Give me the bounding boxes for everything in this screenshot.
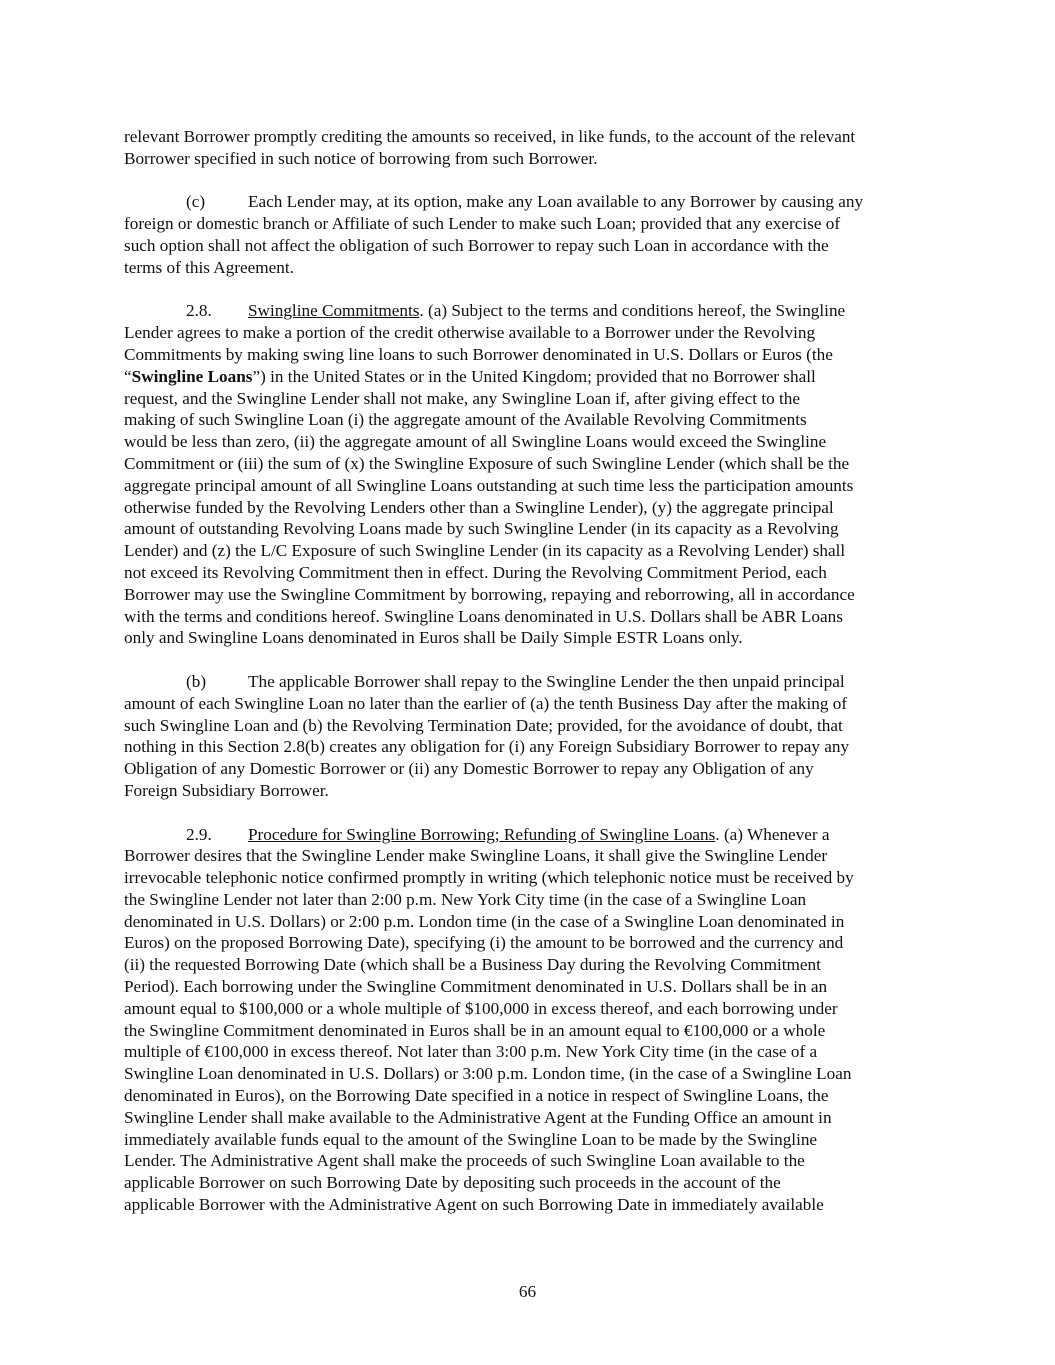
text-line: Lender) and (z) the L/C Exposure of such Swingline Lender (in its capacity as a Revolving Lender) shall: [124, 541, 846, 561]
text-line: otherwise funded by the Revolving Lenders other than a Swingline Lender), (y) the aggregate principal: [124, 497, 834, 517]
text-line: making of such Swingline Loan (i) the aggregate amount of the Available Revolving Commitments: [124, 410, 807, 430]
text-line: Lender agrees to make a portion of the credit otherwise available to a Borrower under the Revolving: [124, 323, 816, 343]
text-run: . (a) Whenever a: [715, 824, 830, 844]
text-line: denominated in Euros), on the Borrowing Date specified in a notice in respect of Swingline Loans, the: [124, 1086, 829, 1106]
section-title: Swingline Commitments: [248, 301, 420, 321]
text-line: amount of each Swingline Loan no later than the earlier of (a) the tenth Business Day after the making of: [124, 693, 848, 713]
text-line: Commitment or (iii) the sum of (x) the Swingline Exposure of such Swingline Lender (which shall be the: [124, 453, 850, 473]
text-line: Lender. The Administrative Agent shall make the proceeds of such Swingline Loan available to the: [124, 1151, 805, 1171]
text-line: such Swingline Loan and (b) the Revolving Termination Date; provided, for the avoidance of doubt, that: [124, 715, 843, 735]
defined-term: Swingline Loans: [131, 366, 253, 386]
quote-mark: “: [124, 366, 132, 386]
text-line: nothing in this Section 2.8(b) creates any obligation for (i) any Foreign Subsidiary Borrower to repay any: [124, 737, 850, 757]
text-line: Foreign Subsidiary Borrower.: [124, 780, 329, 800]
text-line: Borrower may use the Swingline Commitment by borrowing, repaying and reborrowing, all in accordance: [124, 584, 855, 604]
paragraph-continuation: [124, 126, 944, 170]
text-line: such option shall not affect the obligation of such Borrower to repay such Loan in accordance with the: [124, 235, 829, 255]
text-line: denominated in U.S. Dollars) or 2:00 p.m. London time (in the case of a Swingline Loan denominated in: [124, 911, 845, 931]
paragraph-2-7-c: [124, 191, 944, 278]
text-line: applicable Borrower on such Borrowing Date by depositing such proceeds in the account of the: [124, 1173, 781, 1193]
text-line: amount equal to $100,000 or a whole multiple of $100,000 in excess thereof, and each borrowing under: [124, 998, 838, 1018]
text-line: amount of outstanding Revolving Loans made by such Swingline Lender (in its capacity as a Revolving: [124, 519, 839, 539]
text-run: ”) in the United States or in the United Kingdom; provided that no Borrower shall: [252, 366, 816, 386]
text-line: relevant Borrower promptly crediting the amounts so received, in like funds, to the account of the relevant: [124, 127, 856, 146]
paragraph-2-8-b: [124, 671, 944, 802]
text-line: Swingline Loan denominated in U.S. Dollars) or 3:00 p.m. London time, (in the case of a Swingline Loan: [124, 1064, 852, 1084]
text-line: the Swingline Commitment denominated in Euros shall be in an amount equal to €100,000 or a whole: [124, 1020, 826, 1040]
text-line: irrevocable telephonic notice confirmed promptly in writing (which telephonic notice must be received by: [124, 868, 854, 888]
text-line: Period). Each borrowing under the Swingline Commitment denominated in U.S. Dollars shall be in an: [124, 977, 828, 997]
section-2-9: [124, 824, 944, 1216]
clause-label: (c): [186, 192, 206, 212]
text-line: would be less than zero, (ii) the aggregate amount of all Swingline Loans would exceed the Swingline: [124, 432, 827, 452]
text-line: Swingline Lender shall make available to the Administrative Agent at the Funding Office an amount in: [124, 1107, 832, 1127]
page-number: 66: [518, 1282, 537, 1301]
text-line: not exceed its Revolving Commitment then in effect. During the Revolving Commitment Period, each: [124, 562, 827, 582]
section-2-8: [124, 300, 944, 649]
text-line: applicable Borrower with the Administrative Agent on such Borrowing Date in immediately available: [124, 1195, 824, 1215]
text-line: immediately available funds equal to the amount of the Swingline Loan to be made by the Swingline: [124, 1129, 818, 1149]
text-line: Borrower specified in such notice of borrowing from such Borrower.: [124, 148, 598, 168]
text-line: Obligation of any Domestic Borrower or (ii) any Domestic Borrower to repay any Obligation of any: [124, 759, 814, 779]
document-page: [124, 126, 944, 1216]
section-number: 2.9.: [186, 824, 212, 844]
text-line: (ii) the requested Borrowing Date (which shall be a Business Day during the Revolving Commitment: [124, 955, 821, 975]
text-line: The applicable Borrower shall repay to the Swingline Lender the then unpaid principal: [248, 671, 845, 691]
text-line: foreign or domestic branch or Affiliate of such Lender to make such Loan; provided that any exercise of: [124, 214, 841, 234]
section-number: 2.8.: [186, 301, 212, 321]
text-line: only and Swingline Loans denominated in Euros shall be Daily Simple ESTR Loans only.: [124, 628, 743, 648]
text-line: Euros) on the proposed Borrowing Date), specifying (i) the amount to be borrowed and the currency and: [124, 933, 844, 953]
text-line: request, and the Swingline Lender shall not make, any Swingline Loan if, after giving effect to the: [124, 388, 801, 408]
text-line: terms of this Agreement.: [124, 257, 294, 277]
text-run: . (a) Subject to the terms and conditions hereof, the Swingline: [419, 301, 846, 321]
text-line: Commitments by making swing line loans to such Borrower denominated in U.S. Dollars or Euros (the: [124, 344, 833, 364]
text-line: the Swingline Lender not later than 2:00 p.m. New York City time (in the case of a Swingline Loan: [124, 889, 807, 909]
text-line: Borrower desires that the Swingline Lender make Swingline Loans, it shall give the Swingline Lender: [124, 846, 828, 866]
text-line: multiple of €100,000 in excess thereof. Not later than 3:00 p.m. New York City time (in the case of a: [124, 1042, 818, 1062]
section-title: Procedure for Swingline Borrowing; Refunding of Swingline Loans: [248, 824, 716, 844]
text-line: Each Lender may, at its option, make any Loan available to any Borrower by causing any: [248, 192, 864, 212]
text-line: with the terms and conditions hereof. Swingline Loans denominated in U.S. Dollars shall be ABR Loans: [124, 606, 843, 626]
clause-label: (b): [186, 671, 207, 691]
text-line: aggregate principal amount of all Swingline Loans outstanding at such time less the participation amounts: [124, 475, 854, 495]
